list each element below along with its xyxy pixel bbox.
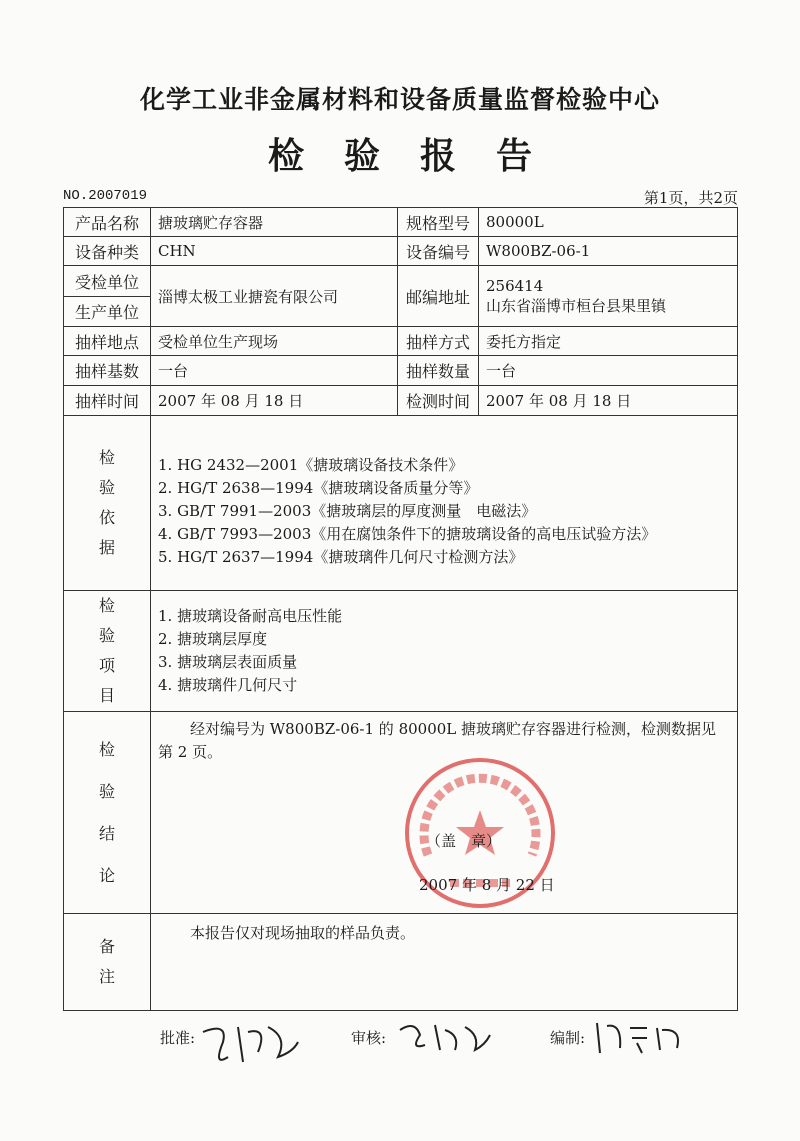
label-char: 验	[98, 781, 115, 801]
report-title: 检验报告	[267, 136, 572, 177]
label-inspected-unit: 受检单位	[64, 266, 151, 297]
label-address: 邮编地址	[398, 266, 479, 327]
label-char: 检	[98, 739, 115, 759]
label-char: 据	[98, 538, 115, 557]
compile-label: 编制:	[550, 1029, 586, 1047]
label-char: 依	[98, 508, 115, 527]
equip-no: W800BZ-06-1	[479, 237, 738, 266]
test-item: 1. 搪玻璃设备耐高电压性能	[158, 607, 343, 625]
label-char: 验	[98, 478, 115, 497]
label-equip-type: 设备种类	[64, 237, 151, 266]
equip-type: CHN	[151, 237, 398, 266]
review-signature	[395, 1015, 495, 1060]
postcode: 256414	[486, 276, 544, 295]
label-spec: 规格型号	[398, 208, 479, 237]
label-sample-base: 抽样基数	[64, 356, 151, 386]
report-number: NO.2007019	[63, 188, 148, 204]
sampling-time: 2007 年 08 月 18 日	[151, 386, 398, 416]
label-sampling-time: 抽样时间	[64, 386, 151, 416]
company: 淄博太极工业搪瓷有限公司	[151, 266, 398, 327]
label-sampling-method: 抽样方式	[398, 327, 479, 356]
label-conclusion	[64, 712, 151, 914]
label-char: 检	[98, 448, 115, 467]
basis-item: 4. GB/T 7993—2003《用在腐蚀条件下的搪玻璃设备的高电压试验方法》	[158, 525, 657, 543]
test-item: 2. 搪玻璃层厚度	[158, 630, 268, 648]
label-char: 备	[98, 937, 115, 956]
basis-item: 2. HG/T 2638—1994《搪玻璃设备质量分等》	[158, 479, 479, 497]
label-sampling-place: 抽样地点	[64, 327, 151, 356]
test-item: 4. 搪玻璃件几何尺寸	[158, 676, 298, 694]
seal-placeholder: （盖 章）	[426, 832, 502, 850]
label-char: 注	[98, 967, 115, 986]
spec: 80000L	[479, 208, 738, 237]
sample-base: 一台	[151, 356, 398, 386]
basis-item: 3. GB/T 7991—2003《搪玻璃层的厚度测量 电磁法》	[158, 502, 537, 520]
label-basis	[64, 416, 151, 591]
label-sample-qty: 抽样数量	[398, 356, 479, 386]
label-char: 论	[98, 865, 115, 885]
remarks-text: 本报告仅对现场抽取的样品负责。	[151, 914, 738, 1011]
conclusion-text: 经对编号为 W800BZ-06-1 的 80000L 搪玻璃贮存容器进行检测，检测数据见第 2 页。	[158, 720, 717, 761]
items-list	[151, 591, 738, 712]
sample-qty: 一台	[479, 356, 738, 386]
label-product-name: 产品名称	[64, 208, 151, 237]
address: 山东省淄博市桓台县果里镇	[486, 296, 667, 315]
basis-item: 5. HG/T 2637—1994《搪玻璃件几何尺寸检测方法》	[158, 548, 524, 566]
review-label: 审核:	[351, 1029, 387, 1047]
label-equip-no: 设备编号	[398, 237, 479, 266]
report-table	[63, 207, 738, 1011]
sampling-method: 委托方指定	[479, 327, 738, 356]
approve-label: 批准:	[160, 1029, 196, 1047]
test-time: 2007 年 08 月 18 日	[479, 386, 738, 416]
label-producer: 生产单位	[64, 297, 151, 327]
label-char: 检	[98, 596, 115, 615]
conclusion-date: 2007 年 8 月 22 日	[419, 876, 555, 894]
approve-signature	[198, 1012, 308, 1072]
label-test-time: 检测时间	[398, 386, 479, 416]
page-info: 第1页，共2页	[643, 189, 738, 207]
label-char: 验	[98, 626, 115, 645]
label-char: 项	[98, 656, 115, 675]
conclusion-cell	[151, 712, 738, 914]
basis-list	[151, 416, 738, 591]
sampling-place: 受检单位生产现场	[151, 327, 398, 356]
label-items	[64, 591, 151, 712]
product-name: 搪玻璃贮存容器	[151, 208, 398, 237]
label-remarks	[64, 914, 151, 1011]
test-item: 3. 搪玻璃层表面质量	[158, 653, 298, 671]
basis-item: 1. HG 2432—2001《搪玻璃设备技术条件》	[158, 456, 464, 474]
label-char: 目	[98, 686, 115, 705]
label-char: 结	[98, 823, 115, 843]
compile-signature	[592, 1018, 692, 1058]
address-cell	[479, 266, 738, 327]
org-title: 化学工业非金属材料和设备质量监督检验中心	[139, 85, 660, 114]
